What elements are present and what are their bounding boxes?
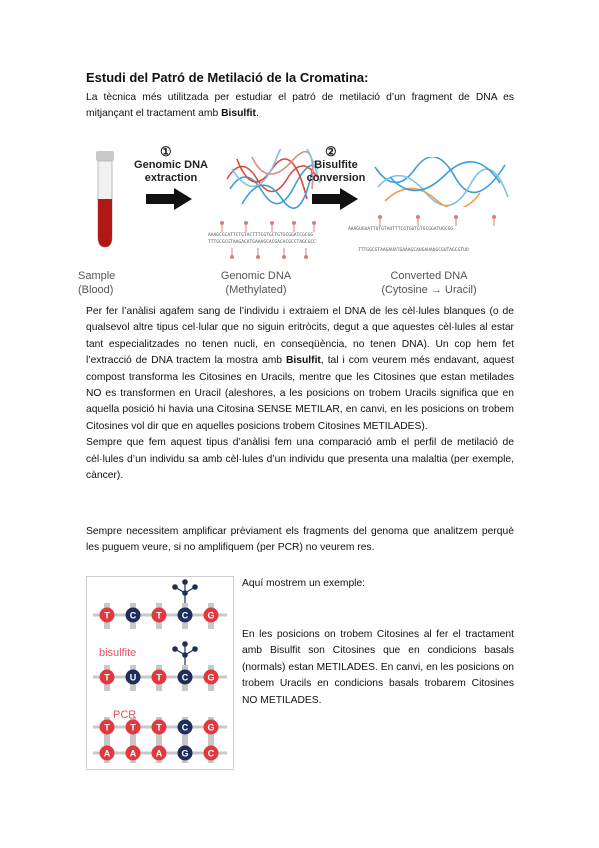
nucleotide-letter: G [181,748,189,759]
blood-tube-icon [90,151,120,251]
genomic-dna-label: Genomic DNA (Methylated) [220,270,292,296]
nucleotide-letter: T [104,610,110,621]
step1-label: Genomic DNA extraction [134,159,208,184]
methyl-group-dot [192,584,198,590]
nucleotide-letter: C [181,610,189,621]
nucleotide-letter: G [207,610,215,621]
explanation-paragraph: Per fer l’anàlisi agafem sang de l’individu i extraiem el DNA de les cèl·lules blanques (o de qualsevol altre tipus cel·lular que no siguin eritròcits, degut a que aquestes cèl·lules al estar tant especialitzades no tenen nucli, en conseqüència, no tenen DNA). Un cop hem fet l’extracció de DNA tractem la mostra amb Bisulfit, tal i com veurem més endavant, aquest compost transforma les Citosines en Uracils, mentre que les Citosines que estan metilades NO es transformen en Uracil (aleshores, a les posicions on trobem Uracils significa que en aquella posició hi havia una Citosina SENSE METILAR, en canvi, en les posicions on trobem Citosines vol dir que en aquelles posicions trobem Citosines METILADES). Sempre que fem aquest tipus d’anàlisi fem una comparació amb el perfil de metilació de cèl·lules d’un individu sa amb cèl·lules d’un individu que presenta una malaltia (per exemple, càncer). [86,306,514,482]
page-title: Estudi del Patró de Metilació de la Cromatina: [86,70,369,85]
example-heading: Aquí mostrem un exemple: [242,578,366,589]
nucleotide-letter: U [129,672,137,683]
amplification-paragraph: Sempre necessitem amplificar prèviament els fragments del genoma que analitzem perquè les puguem veure, si no amplifiquem (per PCR) no veurem res. [86,526,514,554]
methyl-markers-bottom [214,247,324,259]
nucleotide-letter: C [207,748,215,759]
nucleotide-letter: A [155,748,163,759]
step2-label: Bisulfite conversion [306,159,366,184]
methyl-markers-converted [370,213,510,225]
nucleotide-letter: C [181,722,189,733]
arrow-icon [146,188,192,210]
nucleotide-letter: T [104,722,110,733]
methyl-group-dot [182,579,188,585]
converted-sequence-bottom: TTTGGCGTAAGAUATGAAAGCAUGAUAUGCGUTAGCGTUU [358,248,469,253]
methyl-group-dot [182,590,188,596]
nucleotide-letter: A [103,748,111,759]
intro-paragraph: La tècnica més utilitzada per estudiar el patró de metilació d’un fragment de DNA es mitjançant el tractament amb Bisulfit. [86,92,514,120]
nucleotide-letter: G [207,722,215,733]
pcr-label: PCR [113,709,137,721]
methyl-markers-top [214,219,324,231]
methyl-group-dot [192,646,198,652]
sample-label: Sample (Blood) [78,270,116,296]
nucleotide-letter: T [156,610,162,621]
step2-number: ② [325,144,337,159]
nucleotide-diagram [87,577,233,769]
methyl-group-dot [182,641,188,647]
converted-dna-label: Converted DNA (Cytosine → Uracil) [381,270,477,296]
methyl-group-dot [182,652,188,658]
converted-sequence-top: AAAGUGUATTUTGTAUTTTCGTGUTGTGCGGATUGCGG [348,227,454,232]
genomic-sequence-top: AAAGCGCATTCTGTACTTTCGTGCTGTGCGGATCGCGG [208,233,314,238]
bisulfite-workflow-figure [78,143,514,298]
nucleotide-letter: T [130,722,136,733]
genomic-sequence-bottom: TTTGCGCGTAAGACATGAAAGCACGACACGCCTAGCGCC [208,240,316,245]
converted-dna-strands-icon [370,157,510,207]
bisulfite-label: bisulfite [99,647,137,659]
nucleotide-letter: C [129,610,137,621]
bisulfite-pcr-diagram [86,576,234,770]
nucleotide-letter: T [156,672,162,683]
step1-number: ① [160,144,172,159]
nucleotide-letter: T [104,672,110,683]
example-explanation: En les posicions on trobem Citosines al fer el tractament amb Bisulfit son Citosines que en condicions basals (normals) estan METILADES. En canvi, en les posicions on trobem Uracils en condicions basals trobarem Citosines NO METILADES. [242,629,514,706]
arrow-icon [312,188,358,210]
nucleotide-letter: G [207,672,215,683]
nucleotide-letter: A [129,748,137,759]
methyl-group-dot [172,584,178,590]
nucleotide-letter: T [156,722,162,733]
methyl-group-dot [172,646,178,652]
nucleotide-letter: C [181,672,189,683]
